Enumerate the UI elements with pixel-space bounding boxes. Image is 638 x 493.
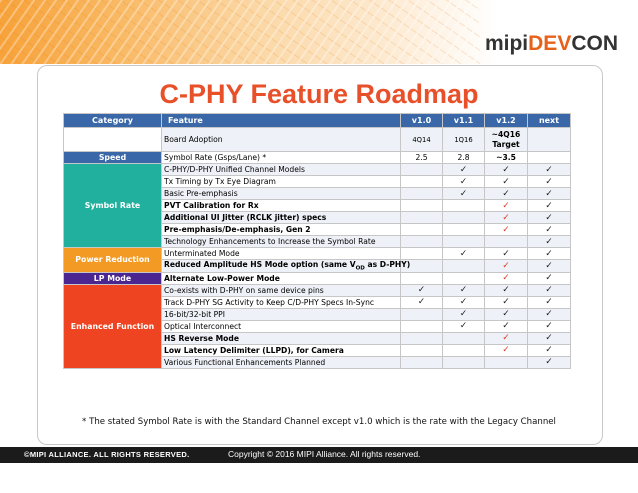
feature-cell: Technology Enhancements to Increase the Symbol Rate	[162, 236, 401, 248]
check-icon: ✓	[443, 188, 485, 200]
v11-cell	[443, 344, 485, 356]
check-icon: ✓	[528, 236, 571, 248]
v11-cell	[443, 224, 485, 236]
v11-cell	[443, 356, 485, 368]
category-blank	[64, 128, 162, 152]
check-icon: ✓	[528, 224, 571, 236]
check-red-icon: ✓	[485, 344, 528, 356]
v12-cell	[485, 236, 528, 248]
page-title: C-PHY Feature Roadmap	[159, 79, 479, 109]
table-row	[64, 164, 571, 176]
category-lp-mode: LP Mode	[64, 272, 162, 284]
feature-cell: Various Functional Enhancements Planned	[162, 356, 401, 368]
check-icon: ✓	[528, 344, 571, 356]
footer-copyright: Copyright © 2016 MIPI Alliance. All rights reserved.	[228, 449, 421, 459]
v10-cell	[401, 200, 443, 212]
check-icon: ✓	[485, 176, 528, 188]
category-power-reduction: Power Reduction	[64, 248, 162, 273]
check-icon: ✓	[528, 320, 571, 332]
check-icon: ✓	[485, 284, 528, 296]
table-row	[64, 284, 571, 296]
table-row	[64, 272, 571, 284]
v10-cell	[401, 272, 443, 284]
table-row	[64, 248, 571, 260]
header-v10: v1.0	[401, 114, 443, 128]
roadmap-table	[63, 113, 571, 369]
check-icon: ✓	[528, 356, 571, 368]
v11-cell	[443, 260, 485, 273]
check-icon: ✓	[528, 272, 571, 284]
v10-cell	[401, 212, 443, 224]
check-red-icon: ✓	[485, 200, 528, 212]
v10-cell	[401, 164, 443, 176]
v10-cell	[401, 176, 443, 188]
check-red-icon: ✓	[485, 272, 528, 284]
check-icon: ✓	[528, 260, 571, 273]
next-cell	[528, 152, 571, 164]
feature-cell: HS Reverse Mode	[162, 332, 401, 344]
feature-cell: Additional UI Jitter (RCLK jitter) specs	[162, 212, 401, 224]
check-icon: ✓	[528, 176, 571, 188]
check-icon: ✓	[443, 176, 485, 188]
footer-bar	[0, 447, 638, 463]
footer-left: ©MIPI ALLIANCE. ALL RIGHTS RESERVED.	[24, 450, 190, 459]
check-icon: ✓	[528, 332, 571, 344]
category-speed: Speed	[64, 152, 162, 164]
check-icon: ✓	[485, 308, 528, 320]
v11-cell	[443, 236, 485, 248]
feature-cell: Reduced Amplitude HS Mode option (same $V_{OD}$ as D-PHY)	[162, 260, 401, 273]
feature-cell: Co-exists with D-PHY on same device pins	[162, 284, 401, 296]
table-row	[64, 128, 571, 152]
feature-cell: Track D-PHY SG Activity to Keep C/D-PHY Specs In-Sync	[162, 296, 401, 308]
check-icon: ✓	[485, 164, 528, 176]
feature-cell: Board Adoption	[162, 128, 401, 152]
check-icon: ✓	[528, 308, 571, 320]
category-symbol-rate: Symbol Rate	[64, 164, 162, 248]
feature-cell: Basic Pre-emphasis	[162, 188, 401, 200]
feature-cell: Optical Interconnect	[162, 320, 401, 332]
v12-cell	[485, 356, 528, 368]
v10-cell	[401, 236, 443, 248]
v11-cell	[443, 332, 485, 344]
header-category: Category	[64, 114, 162, 128]
header-v12: v1.2	[485, 114, 528, 128]
banner-pattern	[0, 0, 480, 64]
feature-cell: PVT Calibration for Rx	[162, 200, 401, 212]
table-header-row	[64, 114, 571, 128]
check-icon: ✓	[401, 296, 443, 308]
check-icon: ✓	[443, 296, 485, 308]
v12-cell: ~4Q16 Target	[485, 128, 528, 152]
header-feature: Feature	[162, 114, 401, 128]
v11-cell	[443, 200, 485, 212]
v11-cell: 2.8	[443, 152, 485, 164]
check-icon: ✓	[528, 188, 571, 200]
v10-cell	[401, 344, 443, 356]
feature-cell: Tx Timing by Tx Eye Diagram	[162, 176, 401, 188]
feature-cell: Symbol Rate (Gsps/Lane) *	[162, 152, 401, 164]
check-red-icon: ✓	[485, 224, 528, 236]
mipi-devcon-logo: mipiDEVCON	[484, 32, 618, 55]
v10-cell	[401, 188, 443, 200]
v10-cell	[401, 224, 443, 236]
v11-cell	[443, 212, 485, 224]
v11-cell: 1Q16	[443, 128, 485, 152]
feature-cell: Pre-emphasis/De-emphasis, Gen 2	[162, 224, 401, 236]
check-icon: ✓	[443, 164, 485, 176]
check-red-icon: ✓	[485, 260, 528, 273]
header-v11: v1.1	[443, 114, 485, 128]
check-icon: ✓	[485, 320, 528, 332]
check-icon: ✓	[443, 284, 485, 296]
check-icon: ✓	[401, 284, 443, 296]
v10-cell	[401, 332, 443, 344]
footnote: * The stated Symbol Rate is with the Standard Channel except v1.0 which is the rate with the Legacy Channel	[82, 417, 556, 427]
next-cell	[528, 128, 571, 152]
check-icon: ✓	[485, 248, 528, 260]
v10-cell	[401, 320, 443, 332]
v10-cell: 2.5	[401, 152, 443, 164]
category-enhanced-function: Enhanced Function	[64, 284, 162, 368]
v10-cell	[401, 248, 443, 260]
check-icon: ✓	[528, 212, 571, 224]
check-icon: ✓	[443, 308, 485, 320]
feature-cell: Alternate Low-Power Mode	[162, 272, 401, 284]
check-icon: ✓	[528, 164, 571, 176]
v10-cell	[401, 308, 443, 320]
check-icon: ✓	[443, 248, 485, 260]
check-icon: ✓	[528, 284, 571, 296]
v10-cell	[401, 356, 443, 368]
feature-cell: Low Latency Delimiter (LLPD), for Camera	[162, 344, 401, 356]
header-next: next	[528, 114, 571, 128]
table-row	[64, 152, 571, 164]
v12-cell: ~3.5	[485, 152, 528, 164]
feature-cell: C-PHY/D-PHY Unified Channel Models	[162, 164, 401, 176]
check-red-icon: ✓	[485, 332, 528, 344]
feature-cell: 16-bit/32-bit PPI	[162, 308, 401, 320]
check-icon: ✓	[528, 296, 571, 308]
check-icon: ✓	[485, 188, 528, 200]
check-icon: ✓	[485, 296, 528, 308]
v10-cell: 4Q14	[401, 128, 443, 152]
v11-cell	[443, 272, 485, 284]
check-icon: ✓	[443, 320, 485, 332]
feature-cell: Unterminated Mode	[162, 248, 401, 260]
check-red-icon: ✓	[485, 212, 528, 224]
check-icon: ✓	[528, 200, 571, 212]
check-icon: ✓	[528, 248, 571, 260]
